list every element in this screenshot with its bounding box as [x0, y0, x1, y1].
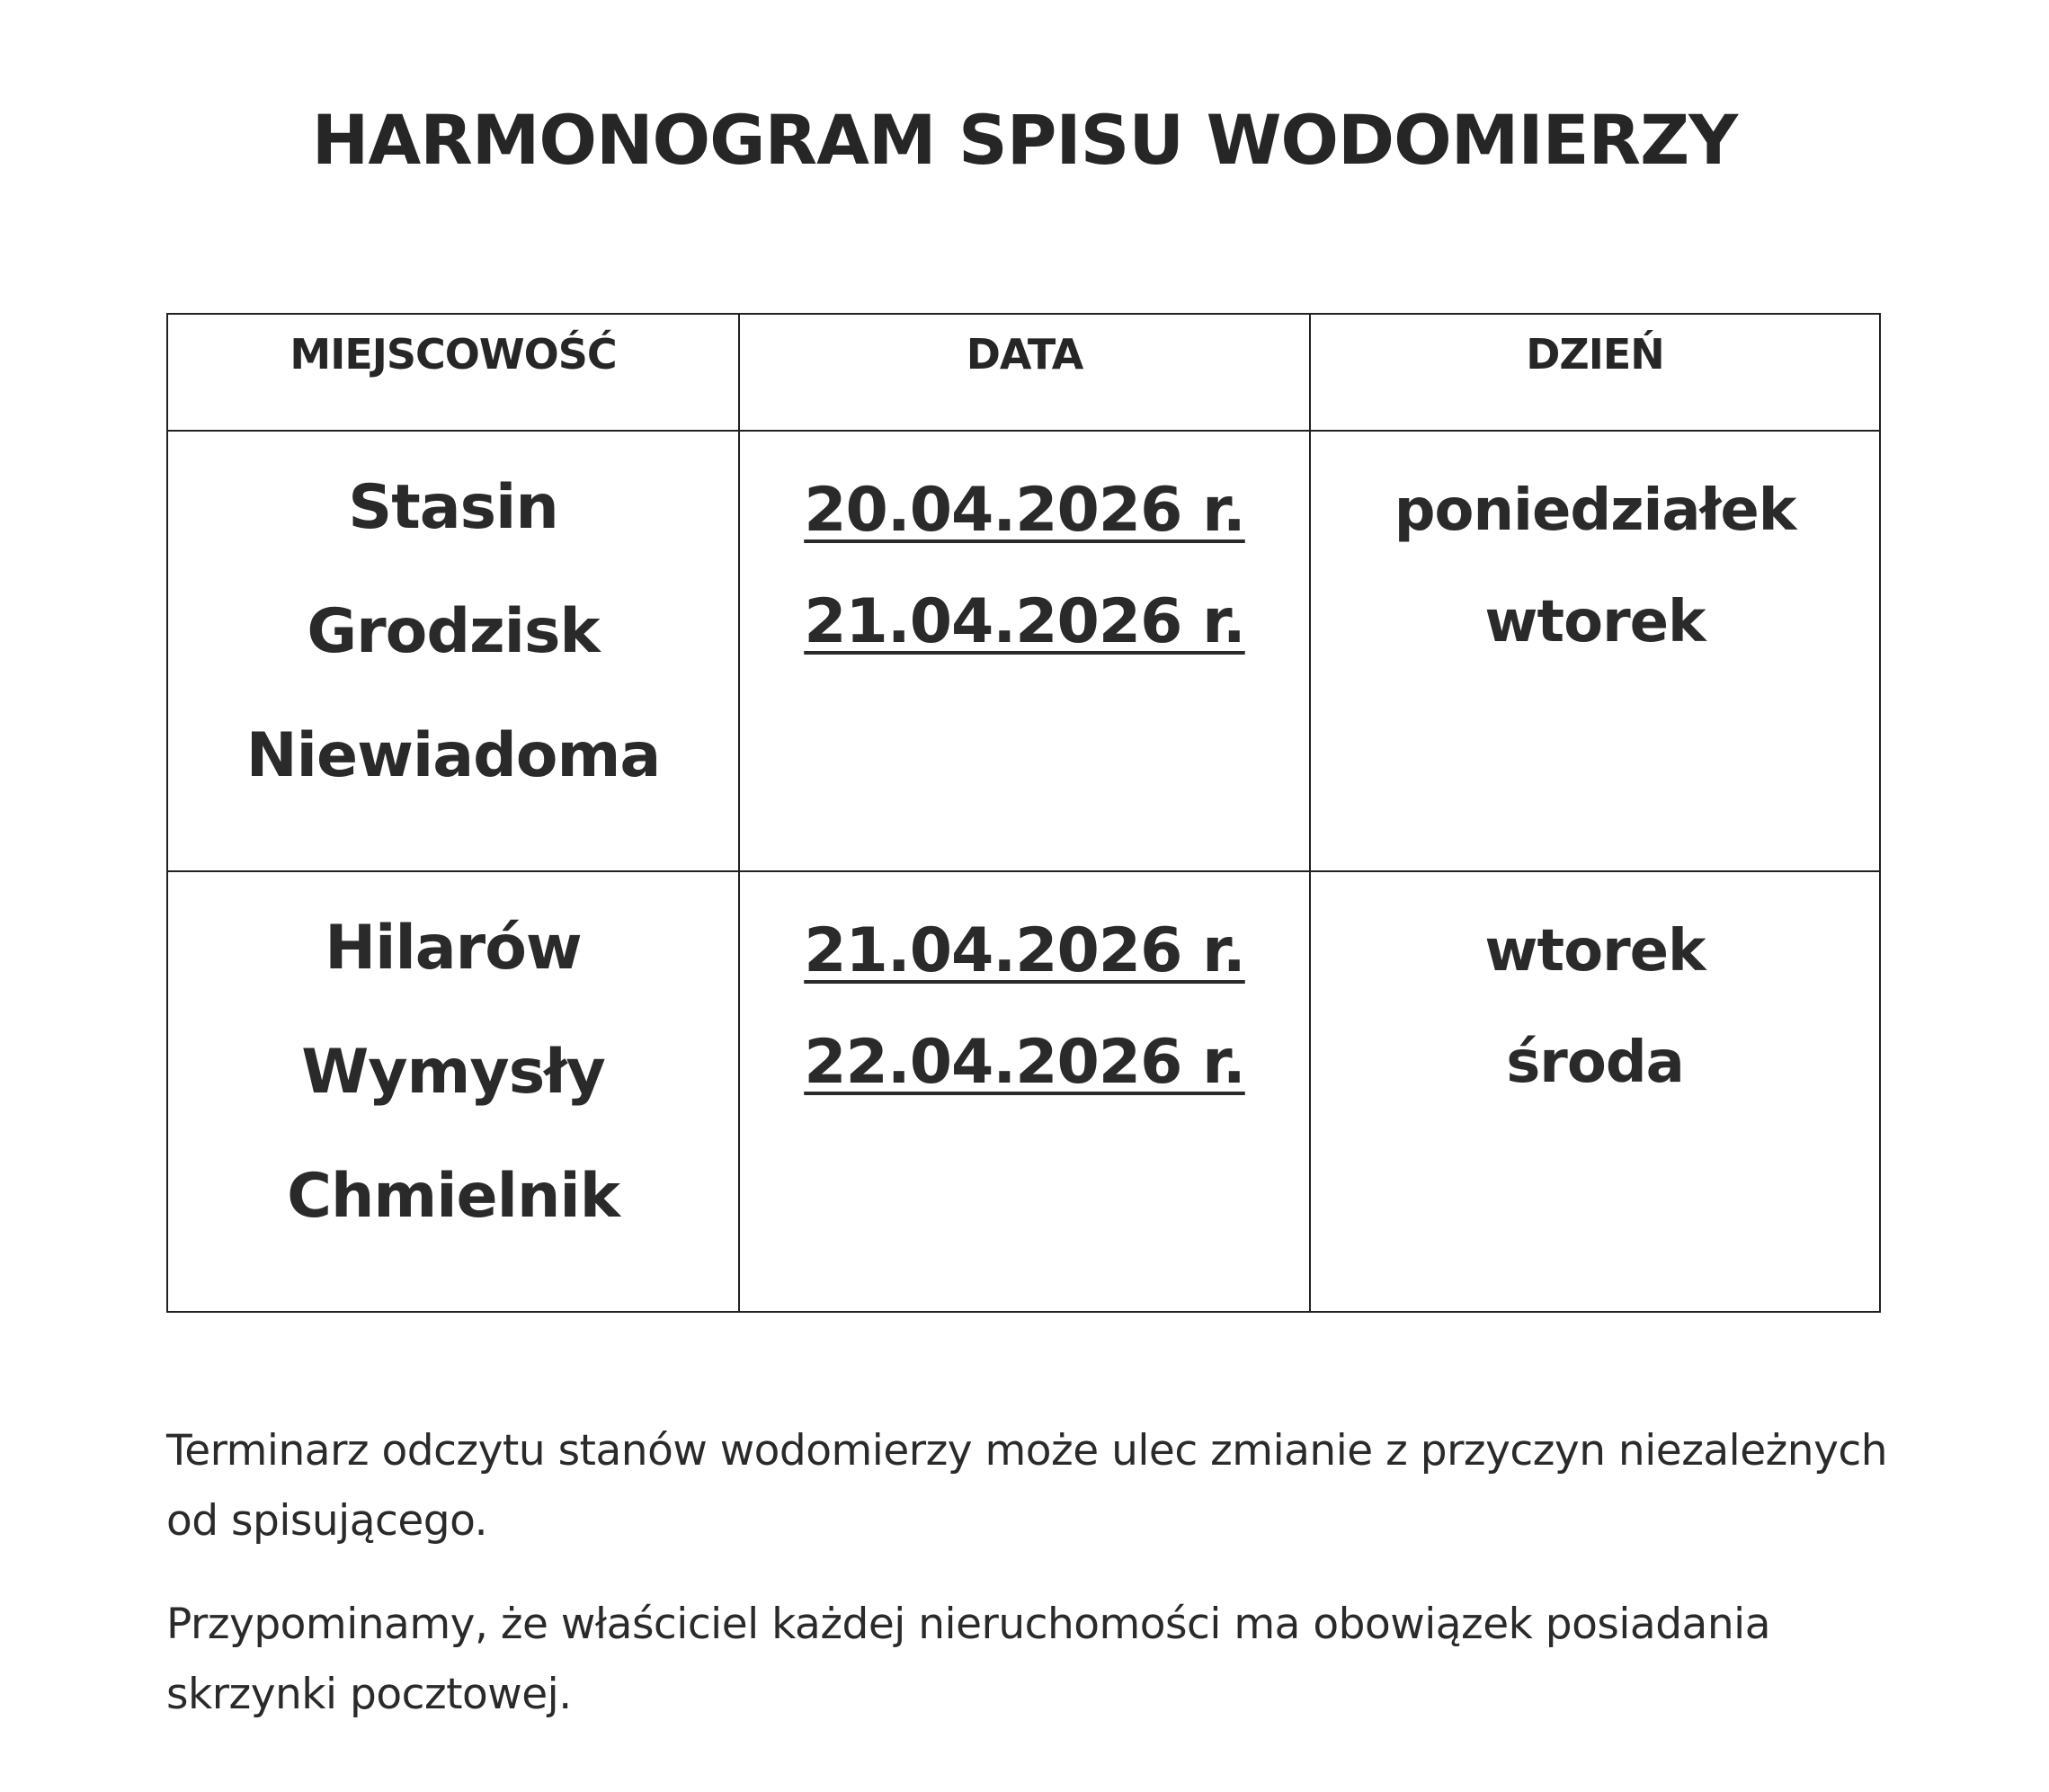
column-header-location: MIEJSCOWOŚĆ	[167, 314, 739, 431]
schedule-table	[166, 313, 1881, 1313]
location-name: Niewiadoma	[245, 720, 661, 791]
weekday-name: poniedziałek	[1394, 477, 1796, 544]
date-cell	[739, 431, 1310, 871]
page-title: HARMONOGRAM SPISU WODOMIERZY	[311, 100, 1738, 180]
location-name: Grodzisk	[307, 596, 600, 667]
location-cell	[167, 431, 739, 871]
day-cell	[1310, 431, 1880, 871]
location-name: Hilarów	[325, 913, 582, 984]
reading-date: 21.04.2026 r.	[804, 586, 1245, 657]
table-header-row	[167, 314, 1880, 431]
day-cell	[1310, 871, 1880, 1312]
location-name: Wymysły	[301, 1037, 605, 1108]
date-cell	[739, 871, 1310, 1312]
schedule-change-note: Terminarz odczytu stanów wodomierzy może ulec zmianie z przyczyn niezależnych od spisującego.	[166, 1426, 1888, 1546]
weekday-name: wtorek	[1484, 918, 1706, 985]
table-row	[167, 871, 1880, 1312]
mailbox-reminder-note: Przypominamy, że właściciel każdej nieruchomości ma obowiązek posiadania skrzynki pocztowej.	[166, 1600, 1771, 1719]
location-name: Stasin	[348, 472, 558, 543]
column-header-date: DATA	[739, 314, 1310, 431]
reading-date: 21.04.2026 r.	[804, 915, 1245, 986]
location-name: Chmielnik	[287, 1161, 619, 1232]
table-row	[167, 431, 1880, 871]
column-header-day: DZIEŃ	[1310, 314, 1880, 431]
reading-date: 22.04.2026 r.	[804, 1027, 1245, 1098]
reading-date: 20.04.2026 r.	[804, 475, 1245, 546]
weekday-name: środa	[1506, 1030, 1684, 1096]
weekday-name: wtorek	[1484, 589, 1706, 655]
location-cell	[167, 871, 739, 1312]
